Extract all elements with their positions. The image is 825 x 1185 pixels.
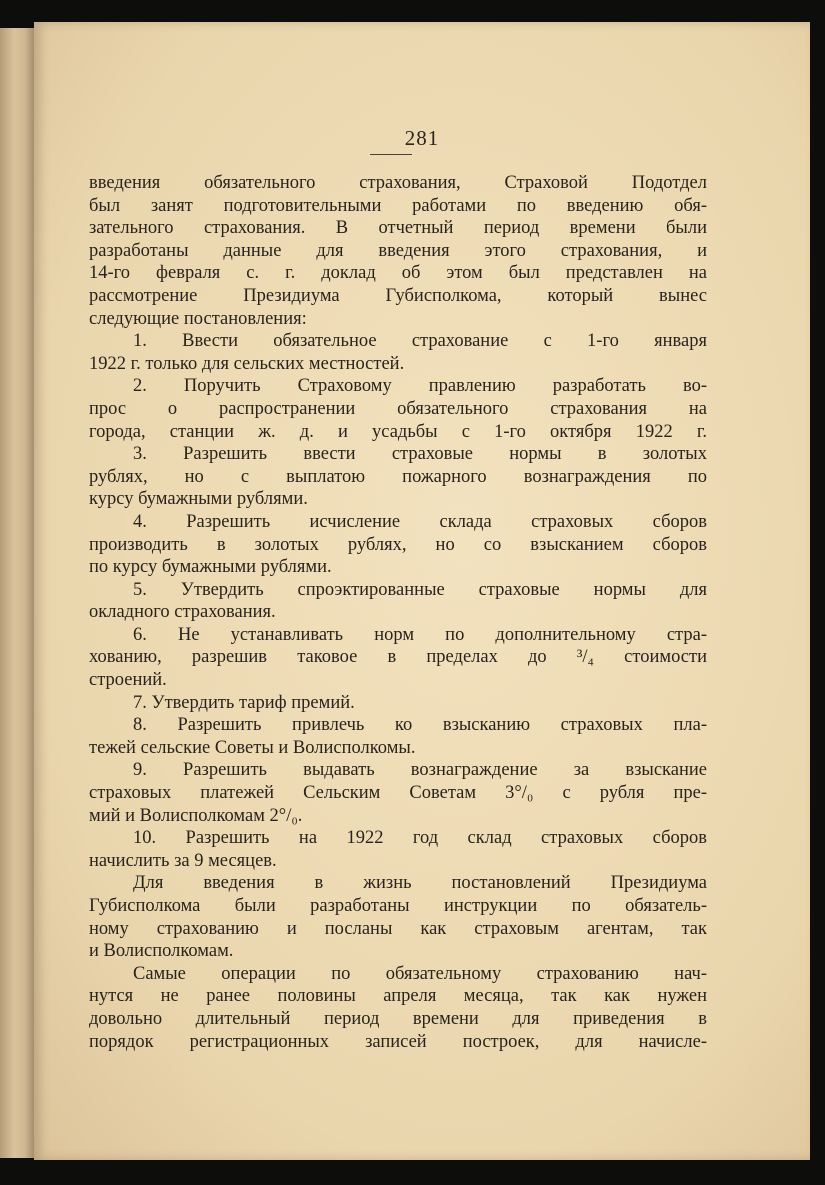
text-line: Для введения в жизнь постановлений Президиума xyxy=(133,873,707,894)
text-line: 5. Утвердить спроэктированные страховые нормы для xyxy=(133,579,707,600)
text-line: 9. Разрешить выдавать вознаграждение за взыскание xyxy=(133,760,707,781)
text-line: зательного страхования. В отчетный период времени были xyxy=(89,218,707,239)
text-line: рассмотрение Президиума Губисполкома, который вынес xyxy=(89,285,707,306)
text-line: хованию, разрешив таковое в пределах до ³/₄ стоимости xyxy=(89,647,707,668)
text-line: 1. Ввести обязательное страхование с 1-го января xyxy=(133,331,707,352)
text-line: введения обязательного страхования, Страховой Подотдел xyxy=(89,173,707,193)
text-line: прос о распространении обязательного страхования на xyxy=(89,398,707,419)
text-line: строений. xyxy=(89,670,167,691)
page-number: 281 xyxy=(404,126,440,150)
text-line: довольно длительный период времени для приведения в xyxy=(89,1008,707,1029)
text-line: страховых платежей Сельским Советам 3°/₀ с рубля пре- xyxy=(89,783,707,804)
text-line: Самые операции по обязательному страхованию нач- xyxy=(133,963,707,984)
text-line: мий и Волисполкомам 2°/₀. xyxy=(89,805,303,826)
document-page xyxy=(34,22,810,1160)
text-line: курсу бумажными рублями. xyxy=(89,489,308,510)
facing-page-edge xyxy=(0,28,37,1158)
text-line: ному страхованию и посланы как страховым агентам, так xyxy=(89,918,707,939)
text-line: следующие постановления: xyxy=(89,308,307,329)
text-line: окладного страхования. xyxy=(89,602,276,623)
text-line: производить в золотых рублях, но со взысканием сборов xyxy=(89,534,707,555)
text-line: был занят подготовительными работами по введению обя- xyxy=(89,195,707,216)
text-line: 4. Разрешить исчисление склада страховых сборов xyxy=(133,511,707,532)
text-line: разработаны данные для введения этого страхования, и xyxy=(89,240,707,261)
text-line: 2. Поручить Страховому правлению разработать во- xyxy=(133,376,707,397)
text-line: по курсу бумажными рублями. xyxy=(89,557,332,578)
text-line: и Волисполкомам. xyxy=(89,941,234,962)
text-line: 1922 г. только для сельских местностей. xyxy=(89,353,405,374)
text-line: 14-го февраля с. г. доклад об этом был представлен на xyxy=(89,263,707,284)
text-line: начислить за 9 месяцев. xyxy=(89,850,277,871)
text-line: 7. Утвердить тариф премий. xyxy=(133,692,355,713)
text-line: 8. Разрешить привлечь ко взысканию страховых пла- xyxy=(133,715,707,736)
text-line: порядок регистрационных записей построек, для начисле- xyxy=(89,1031,707,1052)
text-line: города, станции ж. д. и усадьбы с 1-го октября 1922 г. xyxy=(89,421,707,442)
text-line: Губисполкома были разработаны инструкции по обязатель- xyxy=(89,896,707,916)
text-line: рублях, но с выплатою пожарного вознаграждения по xyxy=(89,466,707,487)
text-line: тежей сельские Советы и Волисполкомы. xyxy=(89,737,416,758)
text-line: 3. Разрешить ввести страховые нормы в золотых xyxy=(133,444,707,465)
text-line: нутся не ранее половины апреля месяца, так как нужен xyxy=(89,986,707,1007)
body-text xyxy=(89,172,707,1053)
page-number-underline xyxy=(370,154,412,155)
text-line: 10. Разрешить на 1922 год склад страховых сборов xyxy=(133,828,707,849)
text-line: 6. Не устанавливать норм по дополнительному стра- xyxy=(133,624,707,645)
